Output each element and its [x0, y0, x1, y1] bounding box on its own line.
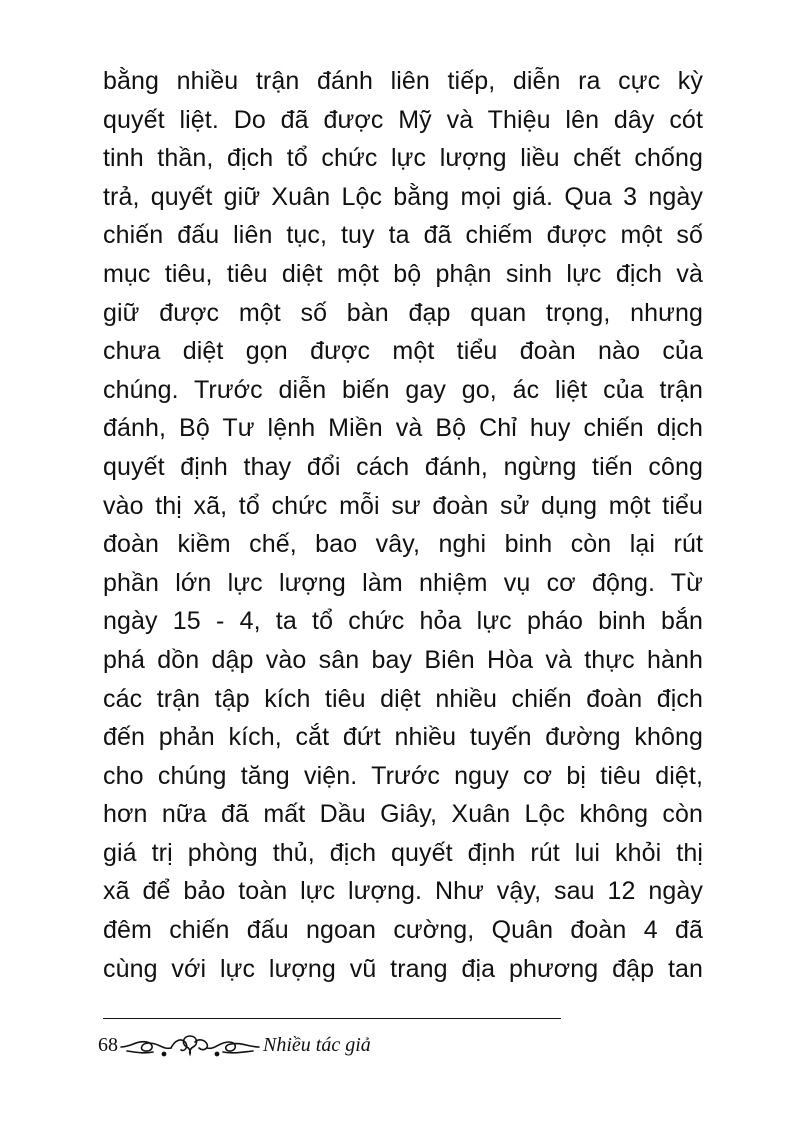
text-line: đánh, Bộ Tư lệnh Miền và Bộ Chỉ huy chiến dịch — [103, 414, 703, 443]
text-line: trả, quyết giữ Xuân Lộc bằng mọi giá. Qua 3 ngày — [103, 182, 703, 211]
text-line: hơn nữa đã mất Dầu Giây, Xuân Lộc không còn — [103, 800, 703, 829]
text-line: chiến đấu liên tục, tuy ta đã chiếm được một số — [103, 221, 703, 250]
flourish-ornament-icon — [119, 1030, 261, 1060]
text-line: tinh thần, địch tổ chức lực lượng liều chết chống — [103, 144, 703, 173]
text-line: chưa diệt gọn được một tiểu đoàn nào của — [103, 337, 703, 366]
book-author: Nhiều tác giả — [263, 1034, 371, 1056]
text-line: ngày 15 - 4, ta tổ chức hỏa lực pháo binh bắn — [103, 607, 703, 636]
text-line: vào thị xã, tổ chức mỗi sư đoàn sử dụng một tiểu — [103, 491, 703, 520]
text-line: quyết liệt. Do đã được Mỹ và Thiệu lên dây cót — [103, 105, 703, 134]
text-line: xã để bảo toàn lực lượng. Như vậy, sau 12 ngày — [103, 877, 703, 906]
text-line: phá dồn dập vào sân bay Biên Hòa và thực hành — [103, 645, 703, 674]
text-line: chúng. Trước diễn biến gay go, ác liệt của trận — [103, 375, 703, 404]
text-line: giữ được một số bàn đạp quan trọng, nhưng — [103, 298, 703, 327]
text-line: giá trị phòng thủ, địch quyết định rút lui khỏi thị — [103, 838, 703, 867]
text-line: đêm chiến đấu ngoan cường, Quân đoàn 4 đã — [103, 916, 703, 945]
page-number: 68 — [98, 1034, 118, 1056]
text-line: cho chúng tăng viện. Trước nguy cơ bị tiêu diệt, — [103, 761, 703, 790]
footer-divider — [103, 1018, 561, 1019]
text-line: các trận tập kích tiêu diệt nhiều chiến đoàn địch — [103, 684, 703, 713]
text-line: mục tiêu, tiêu diệt một bộ phận sinh lực địch và — [103, 259, 703, 288]
text-line: phần lớn lực lượng làm nhiệm vụ cơ động. Từ — [103, 568, 703, 597]
text-line: đến phản kích, cắt đứt nhiều tuyến đường không — [103, 723, 703, 752]
text-line: cùng với lực lượng vũ trang địa phương đập tan — [103, 954, 703, 983]
text-line: đoàn kiềm chế, bao vây, nghi binh còn lại rút — [103, 530, 703, 559]
text-line: bằng nhiều trận đánh liên tiếp, diễn ra cực kỳ — [103, 67, 703, 95]
page-footer — [98, 1028, 371, 1062]
text-line: quyết định thay đổi cách đánh, ngừng tiến công — [103, 452, 703, 481]
body-text — [103, 62, 703, 988]
